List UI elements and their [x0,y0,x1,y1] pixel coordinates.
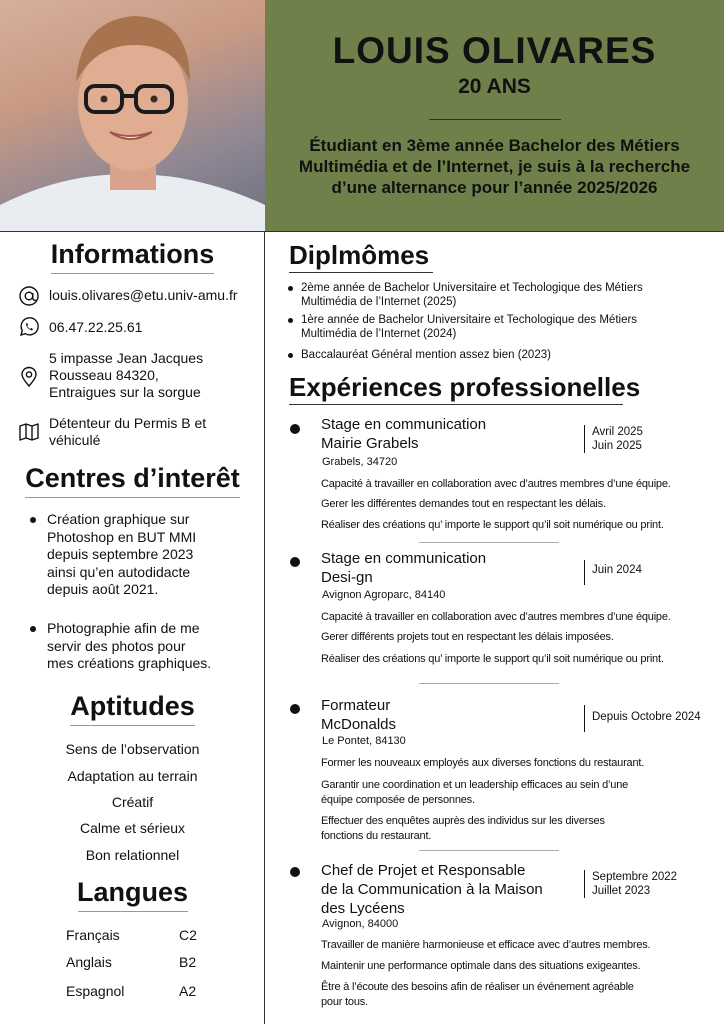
experience-task: Former les nouveaux employés aux diverses fonctions du restaurant. [321,757,645,769]
horizontal-divider [0,231,724,232]
experience-task: Gerer les différentes demandes tout en respectant les délais. [321,498,606,510]
address-text: 5 impasse Jean Jacques Rousseau 84320, Entraigues sur la sorgue [49,350,204,400]
experience-task: Capacité à travailler en collaboration avec d’autres membres d’une équipe. [321,478,671,490]
langues-title: Langues [0,877,265,912]
experience-task: Réaliser des créations qu’ importe le support qu’il soit numérique ou print. [321,653,664,665]
experience-task: Capacité à travailler en collaboration avec d’autres membres d’une équipe. [321,611,671,623]
phone-row [18,316,258,338]
language-name: Français [66,927,120,943]
tagline: Étudiant en 3ème année Bachelor des Métiers Multimédia et de l’Internet, je suis à la recherche d’une alternance pour l’année 2025/2026 [298,136,691,197]
experience-title: Chef de Projet et Responsable de la Communication à la Maison des Lycéens [321,862,543,917]
language-name: Espagnol [66,983,125,999]
aptitude-item: Créatif [111,794,154,810]
experience-location: Le Pontet, 84130 [322,735,406,747]
language-level: C2 [179,927,197,943]
bullet-icon [290,704,300,714]
experience-task: Travailler de manière harmonieuse et efficace avec d’autres membres. [321,939,651,951]
permit-text: Détenteur du Permis B et véhiculé [49,415,207,448]
diploma-item: Baccalauréat Général mention assez bien (2023) [288,348,708,362]
experience-date: Depuis Octobre 2024 [584,705,701,732]
email-row [18,285,258,307]
experience-task: Maintenir une performance optimale dans des situations exigeantes. [321,960,641,972]
bullet-icon [290,557,300,567]
bullet-icon [290,424,300,434]
interests-title: Centres d’interêt [0,463,265,498]
experience-location: Avignon, 84000 [322,918,399,930]
aptitude-item: Calme et sérieux [79,820,186,836]
experience-task: Être à l’écoute des besoins afin de réaliser un événement agréable pour tous. [321,981,634,1008]
experience-divider [419,850,559,851]
bullet-icon [30,626,36,632]
experience-date: Septembre 2022 Juillet 2023 [584,870,677,898]
header-divider [429,119,561,120]
phone-text[interactable]: 06.47.22.25.61 [49,319,143,335]
at-icon [18,285,40,307]
experience-date: Avril 2025 Juin 2025 [584,425,643,453]
experience-date: Juin 2024 [584,560,642,585]
diplomes-title: Diplmômes [289,240,429,271]
experience-title: Stage en communication Mairie Grabels [321,416,487,452]
bullet-icon [30,517,36,523]
language-level: A2 [179,983,197,999]
profile-photo [0,0,265,231]
aptitudes-title: Aptitudes [0,691,265,726]
address-row [18,350,258,404]
bullet-icon [288,286,293,291]
diploma-item: 2ème année de Bachelor Universitaire et Techologique des Métiers Multimédia de l’Internet (2025) [288,281,708,309]
informations-title: Informations [0,239,265,274]
whatsapp-icon [18,316,40,338]
candidate-age: 20 ANS [458,75,531,98]
candidate-name: LOUIS OLIVARES [332,30,657,71]
diploma-item: 1ère année de Bachelor Universitaire et Techologique des Métiers Multimédia de l’Internet (2024) [288,313,708,341]
aptitude-item: Adaptation au terrain [67,768,198,784]
experience-divider [419,542,559,543]
experiences-title: Expériences professionelles [289,372,640,403]
experience-task: Effectuer des enquêtes auprès des individus sur les diverses fonctions du restaurant. [321,815,605,842]
header-banner [265,0,724,231]
experience-task: Garantir une coordination et un leadership efficaces au sein d’une équipe composée de personnes. [321,779,629,806]
location-pin-icon [18,366,40,388]
bullet-icon [288,353,293,358]
bullet-icon [290,867,300,877]
bullet-icon [288,318,293,323]
experience-task: Gerer différents projets tout en respectant les délais imposées. [321,631,614,643]
experience-title: Formateur McDonalds [321,697,397,733]
aptitude-item: Bon relationnel [85,847,180,863]
map-icon [18,421,40,443]
language-level: B2 [179,954,197,970]
interest-item: Photographie afin de me servir des photos pour mes créations graphiques. [30,620,255,674]
experience-task: Réaliser des créations qu’ importe le support qu’il soit numérique ou print. [321,519,664,531]
language-name: Anglais [66,954,112,970]
aptitude-item: Sens de l’observation [65,741,200,757]
experience-location: Avignon Agroparc, 84140 [322,589,446,601]
experience-location: Grabels, 34720 [322,456,398,468]
interest-item: Création graphique sur Photoshop en BUT MMI depuis septembre 2023 ainsi qu’en autodidacte depuis août 2021. [30,511,255,601]
email-text[interactable]: louis.olivares@etu.univ-amu.fr [49,287,238,303]
experience-title: Stage en communication Desi-gn [321,550,487,586]
experience-divider [419,683,559,684]
permit-row [18,415,258,451]
